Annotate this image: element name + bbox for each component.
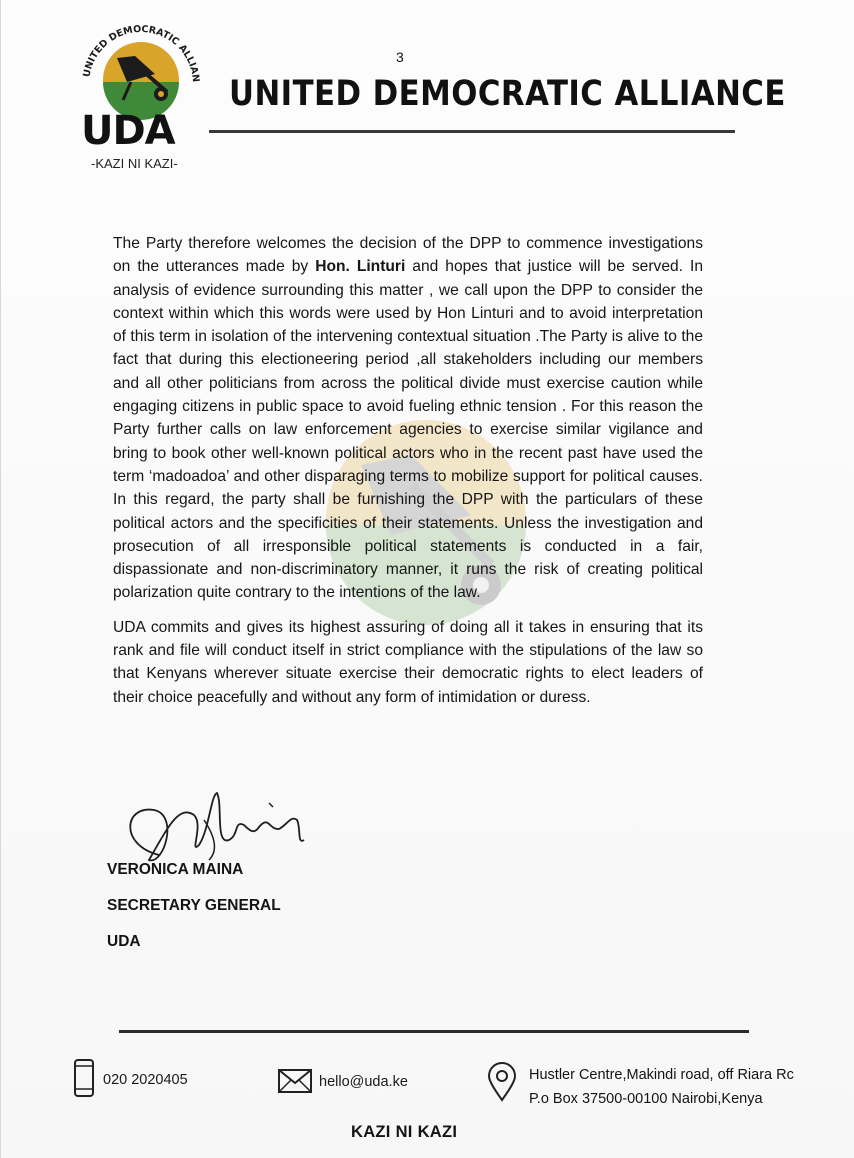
phone-number: 020 2020405 (103, 1072, 188, 1088)
uda-logo (75, 12, 205, 174)
page-title: UNITED DEMOCRATIC ALLIANCE (229, 74, 786, 114)
email-address: hello@uda.ke (319, 1074, 408, 1090)
svg-text:UNITED DEMOCRATIC ALLIANCE: UNITED DEMOCRATIC ALLIAN (81, 23, 202, 83)
signatory-org: UDA (107, 933, 141, 950)
paragraph-1: The Party therefore welcomes the decision of the DPP to commence investigations on the utterances made by Hon. Linturi and hopes that justice will be served. In analysis of evidence surrounding this matter , we call upon the DPP to consider the context within which this words were used by Hon Linturi and to avoid interpretation of this term in isolation of the intervening contextual situation .The Party is alive to the fact that during this electioneering period ,all stakeholders including our members and all other politicians from across the political divide must exercise caution while engaging citizens in public space to avoid fueling ethnic tension . For this reason the Party further calls on law enforcement agencies to exercise similar vigilance and bring to book other well-known political actors who in the recent past have used the term ‘madoadoa’ and other disparaging terms to mobilize support for political causes. In this regard, the party shall be furnishing the DPP with the particulars of these political actors and the specificities of their statements. Unless the investigation and prosecution of all irresponsible political statements is conducted in a fair, dispassionate and non-discriminatory manner, it runs the risk of creating political polarization quite contrary to the intentions of the law. (113, 235, 703, 602)
footer-divider (119, 1030, 749, 1033)
postal-address (529, 1063, 794, 1111)
logo-abbrev: UDA (81, 108, 175, 154)
header-divider (209, 130, 735, 133)
signatory-name: VERONICA MAINA (107, 861, 244, 878)
address-line-1: Hustler Centre,Makindi road, off Riara Rc (529, 1067, 794, 1083)
signatory-title: SECRETARY GENERAL (107, 897, 281, 914)
logo-slogan: -KAZI NI KAZI- (91, 156, 178, 171)
bold-name: Hon. Linturi (315, 258, 406, 276)
signature-block (107, 858, 281, 966)
letter-body (113, 232, 703, 720)
footer-motto: KAZI NI KAZI (351, 1123, 458, 1141)
address-line-2: P.o Box 37500-00100 Nairobi,Kenya (529, 1091, 763, 1107)
page-number: 3 (396, 49, 404, 65)
paragraph-2: UDA commits and gives its highest assuring of doing all it takes in ensuring that its rank and file will conduct itself in strict compliance with the stipulations of the law so that Kenyans wherever situate exercise their democratic rights to elect leaders of their choice peacefully and without any form of intimidation or duress. (113, 618, 703, 706)
phone-icon (73, 1058, 95, 1098)
envelope-icon (277, 1068, 313, 1094)
location-pin-icon (487, 1062, 517, 1102)
